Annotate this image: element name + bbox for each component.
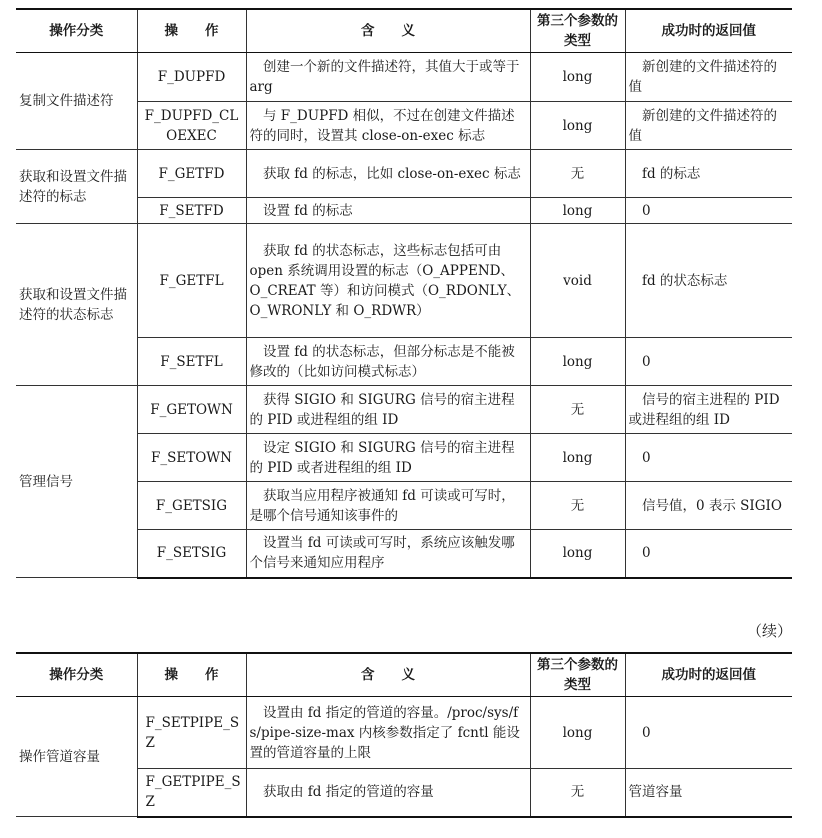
header-operation: 操 作 bbox=[137, 653, 246, 697]
return-value-cell: fd 的状态标志 bbox=[625, 224, 792, 338]
header-category: 操作分类 bbox=[16, 653, 137, 697]
table-row bbox=[16, 386, 792, 434]
header-third-arg-type: 第三个参数的类型 bbox=[530, 653, 625, 697]
operation-cell: F_GETFL bbox=[137, 224, 246, 338]
return-value-cell: 0 bbox=[625, 434, 792, 482]
fcntl-operations-table-continued bbox=[16, 652, 792, 818]
arg-type-cell: 无 bbox=[530, 482, 625, 530]
operation-cell: F_SETFD bbox=[137, 198, 246, 224]
meaning-cell: 获取 fd 的状态标志，这些标志包括可由 open 系统调用设置的标志（O_APPEND、O_CREAT 等）和访问模式（O_RDONLY、O_WRONLY 和 O_RDWR） bbox=[246, 224, 530, 338]
return-value-cell: 0 bbox=[625, 530, 792, 578]
header-third-arg-type: 第三个参数的类型 bbox=[530, 9, 625, 53]
category-cell: 操作管道容量 bbox=[16, 697, 137, 817]
return-value-cell: 新创建的文件描述符的值 bbox=[625, 53, 792, 102]
meaning-cell: 设置 fd 的状态标志，但部分标志是不能被修改的（比如访问模式标志） bbox=[246, 338, 530, 386]
header-operation: 操 作 bbox=[137, 9, 246, 53]
operation-cell: F_SETSIG bbox=[137, 530, 246, 578]
return-value-cell: 新创建的文件描述符的值 bbox=[625, 102, 792, 150]
category-cell: 复制文件描述符 bbox=[16, 53, 137, 150]
header-category: 操作分类 bbox=[16, 9, 137, 53]
header-meaning: 含 义 bbox=[246, 653, 530, 697]
arg-type-cell: long bbox=[530, 697, 625, 769]
arg-type-cell: long bbox=[530, 102, 625, 150]
category-cell: 获取和设置文件描述符的状态标志 bbox=[16, 224, 137, 386]
return-value-cell: 信号值，0 表示 SIGIO bbox=[625, 482, 792, 530]
arg-type-cell: long bbox=[530, 198, 625, 224]
operation-cell: F_SETPIPE_SZ bbox=[137, 697, 246, 769]
meaning-cell: 获取当应用程序被通知 fd 可读或可写时，是哪个信号通知该事件的 bbox=[246, 482, 530, 530]
operation-cell: F_GETSIG bbox=[137, 482, 246, 530]
arg-type-cell: long bbox=[530, 338, 625, 386]
category-cell: 获取和设置文件描述符的标志 bbox=[16, 150, 137, 224]
arg-type-cell: 无 bbox=[530, 386, 625, 434]
arg-type-cell: 无 bbox=[530, 150, 625, 198]
meaning-cell: 设置当 fd 可读或可写时，系统应该触发哪个信号来通知应用程序 bbox=[246, 530, 530, 578]
operation-cell: F_DUPFD_CLOEXEC bbox=[137, 102, 246, 150]
return-value-cell: 管道容量 bbox=[625, 769, 792, 817]
table-row bbox=[16, 150, 792, 198]
continued-label: （续） bbox=[746, 622, 792, 640]
meaning-cell: 设定 SIGIO 和 SIGURG 信号的宿主进程的 PID 或者进程组的组 ID bbox=[246, 434, 530, 482]
header-return-value: 成功时的返回值 bbox=[625, 9, 792, 53]
operation-cell: F_GETOWN bbox=[137, 386, 246, 434]
operation-cell: F_DUPFD bbox=[137, 53, 246, 102]
operation-cell: F_SETFL bbox=[137, 338, 246, 386]
return-value-cell: 0 bbox=[625, 338, 792, 386]
arg-type-cell: long bbox=[530, 530, 625, 578]
return-value-cell: 0 bbox=[625, 697, 792, 769]
table-row bbox=[16, 697, 792, 769]
arg-type-cell: long bbox=[530, 53, 625, 102]
header-row bbox=[16, 9, 792, 53]
category-cell: 管理信号 bbox=[16, 386, 137, 578]
header-return-value: 成功时的返回值 bbox=[625, 653, 792, 697]
fcntl-operations-table bbox=[16, 8, 792, 579]
table-row bbox=[16, 53, 792, 102]
meaning-cell: 获取由 fd 指定的管道的容量 bbox=[246, 769, 530, 817]
meaning-cell: 获得 SIGIO 和 SIGURG 信号的宿主进程的 PID 或进程组的组 ID bbox=[246, 386, 530, 434]
table-row bbox=[16, 224, 792, 338]
arg-type-cell: long bbox=[530, 434, 625, 482]
meaning-cell: 创建一个新的文件描述符，其值大于或等于 arg bbox=[246, 53, 530, 102]
arg-type-cell: void bbox=[530, 224, 625, 338]
header-meaning: 含 义 bbox=[246, 9, 530, 53]
arg-type-cell: 无 bbox=[530, 769, 625, 817]
meaning-cell: 获取 fd 的标志，比如 close-on-exec 标志 bbox=[246, 150, 530, 198]
return-value-cell: fd 的标志 bbox=[625, 150, 792, 198]
meaning-cell: 设置 fd 的标志 bbox=[246, 198, 530, 224]
operation-cell: F_GETFD bbox=[137, 150, 246, 198]
operation-cell: F_GETPIPE_SZ bbox=[137, 769, 246, 817]
operation-cell: F_SETOWN bbox=[137, 434, 246, 482]
header-row bbox=[16, 653, 792, 697]
meaning-cell: 设置由 fd 指定的管道的容量。/proc/sys/fs/pipe-size-max 内核参数指定了 fcntl 能设置的管道容量的上限 bbox=[246, 697, 530, 769]
return-value-cell: 0 bbox=[625, 198, 792, 224]
meaning-cell: 与 F_DUPFD 相似，不过在创建文件描述符的同时，设置其 close-on-exec 标志 bbox=[246, 102, 530, 150]
return-value-cell: 信号的宿主进程的 PID 或进程组的组 ID bbox=[625, 386, 792, 434]
